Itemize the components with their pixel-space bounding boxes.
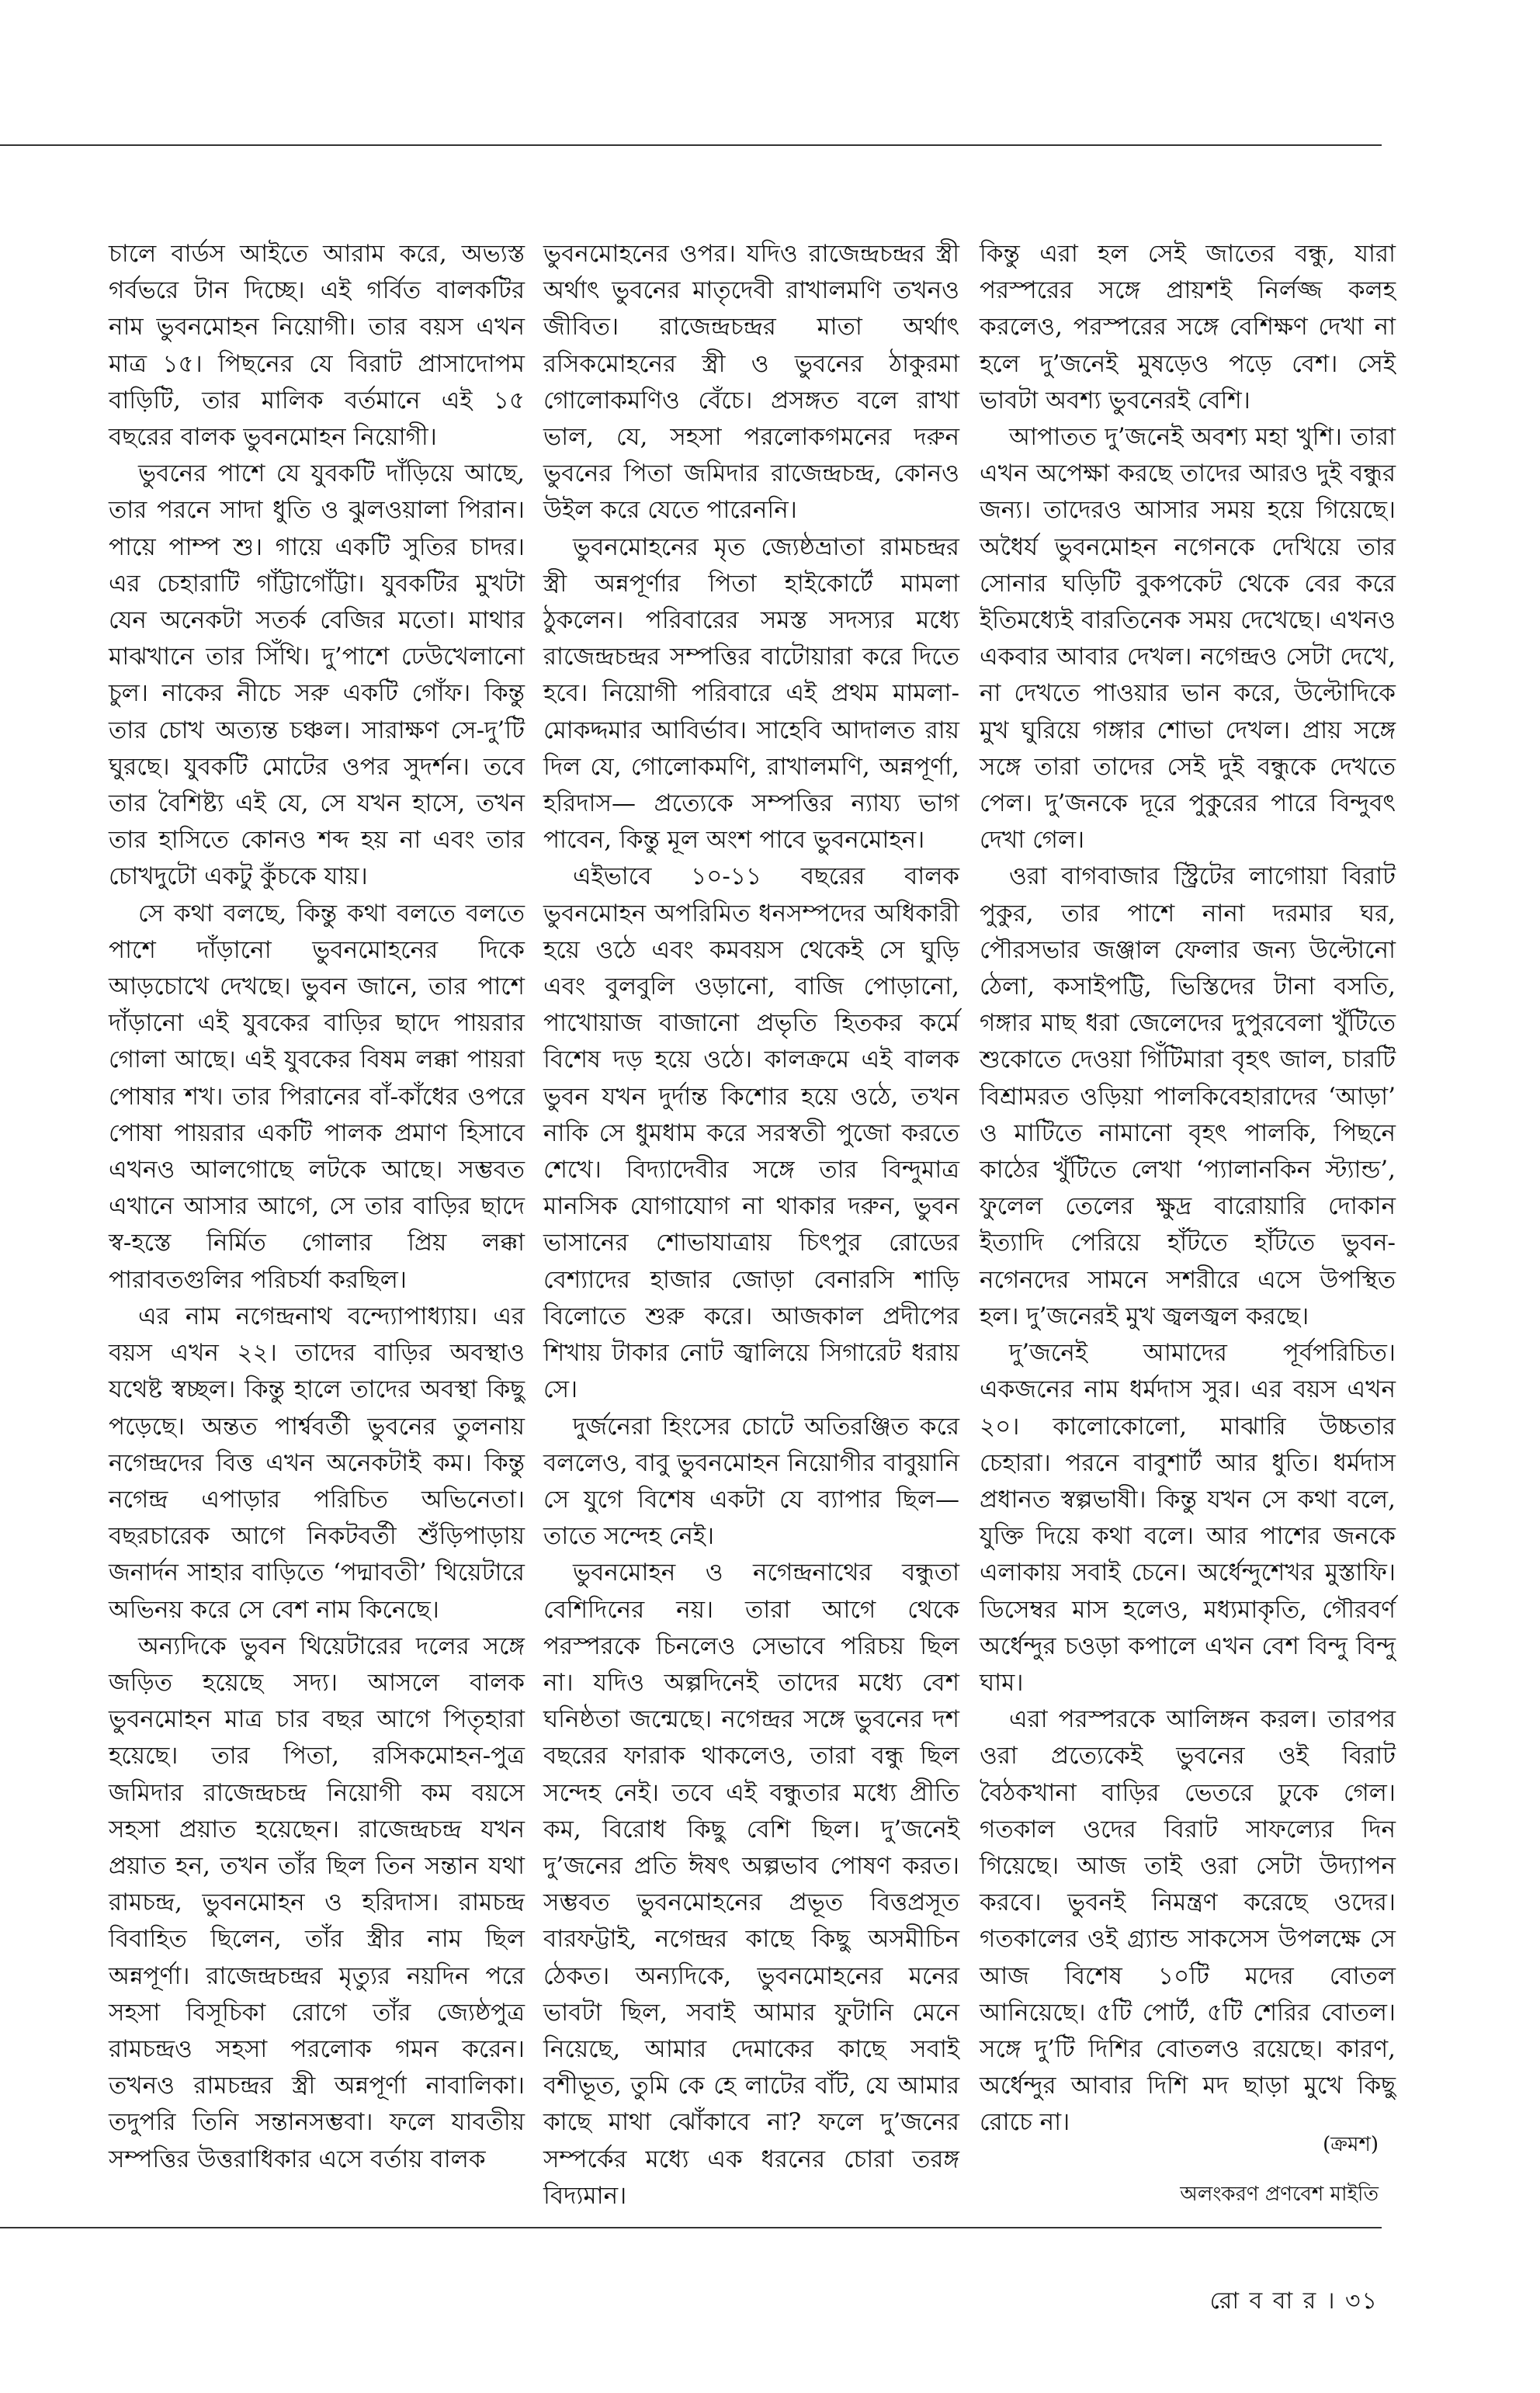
paragraph: ওরা বাগবাজার স্ট্রিটের লাগোয়া বিরাট পুকুর, তার পাশে নানা দরমার ঘর, পৌরসভার জঞ্জাল ফেলার জন্য উল্টোনো ঠেলা, কসাইপট্টি, ভিস্তিদের টানা বসতি, গঙ্গার মাছ ধরা জেলেদের দুপুরবেলা খুঁটিতে শুকোতে দেওয়া গিঁটিমারা বৃহৎ জাল, চারটি বিশ্রামরত ওড়িয়া পালকিবেহারাদের ‘আড়া’ ও মাটিতে নামানো বৃহৎ পালকি, পিছনে কাঠের খুঁটিতে লেখা ‘প্যালানকিন স্ট্যান্ড’, ফুলেল তেলের ক্ষুদ্র বারোয়ারি দোকান ইত্যাদি পেরিয়ে হাঁটতে হাঁটতে ভুবন-নগেনদের সামনে সশরীরে এসে উপস্থিত হল। দু’জনেরই মুখ জ্বলজ্বল করছে। (980, 862, 1396, 1330)
paragraph: সে কথা বলছে, কিন্তু কথা বলতে বলতে পাশে দাঁড়ানো ভুবনমোহনের দিকে আড়চোখে দেখছে। ভুবন জানে, তার পাশে দাঁড়ানো এই যুবকের বাড়ির ছাদে পায়রার গোলা আছে। এই যুবকের বিষম লক্কা পায়রা পোষার শখ। তার পিরানের বাঁ-কাঁধের ওপরে পোষা পায়রার একটি পালক প্রমাণ হিসাবে এখনও আলগোছে লটকে আছে। সম্ভবত এখানে আসার আগে, সে তার বাড়ির ছাদে স্ব-হস্তে নির্মিত গোলার প্রিয় লক্কা পারাবতগুলির পরিচর্যা করছিল। (109, 899, 525, 1294)
paragraph: দুর্জনেরা হিংসের চোটে অতিরঞ্জিত করে বললেও, বাবু ভুবনমোহন নিয়োগীর বাবুয়ানি সে যুগে বিশেষ একটা যে ব্যাপার ছিল— তাতে সন্দেহ নেই। (543, 1412, 959, 1551)
column-3 (980, 236, 1396, 2142)
paragraph: চালে বার্ডস আইতে আরাম করে, অভ্যস্ত গর্বভরে টান দিচ্ছে। এই গর্বিত বালকটির নাম ভুবনমোহন নিয়োগী। তার বয়স এখন মাত্র ১৫। পিছনের যে বিরাট প্রাসাদোপম বাড়িটি, তার মালিক বর্তমানে এই ১৫ বছরের বালক ভুবনমোহন নিয়োগী। (109, 240, 525, 452)
paragraph: এইভাবে ১০-১১ বছরের বালক ভুবনমোহন অপরিমিত ধনসম্পদের অধিকারী হয়ে ওঠে এবং কমবয়স থেকেই সে ঘুড়ি এবং বুলবুলি ওড়ানো, বাজি পোড়ানো, পাখোয়াজ বাজানো প্রভৃতি হিতকর কর্মে বিশেষ দড় হয়ে ওঠে। কালক্রমে এই বালক ভুবন যখন দুর্দান্ত কিশোর হয়ে ওঠে, তখন নাকি সে ধুমধাম করে সরস্বতী পুজো করতে শেখে। বিদ্যাদেবীর সঙ্গে তার বিন্দুমাত্র মানসিক যোগাযোগ না থাকার দরুন, ভুবন ভাসানের শোভাযাত্রায় চিৎপুর রোডের বেশ্যাদের হাজার জোড়া বেনারসি শাড়ি বিলোতে শুরু করে। আজকাল প্রদীপের শিখায় টাকার নোট জ্বালিয়ে সিগারেট ধরায় সে। (543, 862, 959, 1404)
illustration-credit: অলংকরণ প্রণবেশ মাইতি (1180, 2183, 1379, 2206)
paragraph: দু’জনেই আমাদের পূর্বপরিচিত। একজনের নাম ধর্মদাস সুর। এর বয়স এখন ২০। কালোকোলো, মাঝারি উচ্চতার চেহারা। পরনে বাবুশার্ট আর ধুতি। ধর্মদাস প্রধানত স্বল্পভাষী। কিন্তু যখন সে কথা বলে, যুক্তি দিয়ে কথা বলে। আর পাশের জনকে এলাকায় সবাই চেনে। অর্ধেন্দুশেখর মুস্তাফি। ডিসেম্বর মাস হলেও, মধ্যমাকৃতি, গৌরবর্ণ অর্ধেন্দুর চওড়া কপালে এখন বেশ বিন্দু বিন্দু ঘাম। (980, 1339, 1396, 1697)
paragraph: অন্যদিকে ভুবন থিয়েটারের দলের সঙ্গে জড়িত হয়েছে সদ্য। আসলে বালক ভুবনমোহন মাত্র চার বছর আগে পিতৃহারা হয়েছে। তার পিতা, রসিকমোহন-পুত্র জমিদার রাজেন্দ্রচন্দ্র নিয়োগী কম বয়সে সহসা প্রয়াত হয়েছেন। রাজেন্দ্রচন্দ্র যখন প্রয়াত হন, তখন তাঁর ছিল তিন সন্তান যথা রামচন্দ্র, ভুবনমোহন ও হরিদাস। রামচন্দ্র বিবাহিত ছিলেন, তাঁর স্ত্রীর নাম ছিল অন্নপূর্ণা। রাজেন্দ্রচন্দ্রর মৃত্যুর নয়দিন পরে সহসা বিসূচিকা রোগে তাঁর জ্যেষ্ঠপুত্র রামচন্দ্রও সহসা পরলোক গমন করেন। তখনও রামচন্দ্রর স্ত্রী অন্নপূর্ণা নাবালিকা। তদুপরি তিনি সন্তানসম্ভবা। ফলে যাবতীয় সম্পত্তির উত্তরাধিকার এসে বর্তায় বালক (109, 1632, 525, 2173)
bottom-rule (0, 2227, 1382, 2228)
page-folio: রো ব বা র । ৩১ (1209, 2287, 1379, 2315)
continued-label: (ক্রমশ) (1323, 2133, 1379, 2156)
paragraph: ভুবনমোহন ও নগেন্দ্রনাথের বন্ধুতা বেশিদিনের নয়। তারা আগে থেকে পরস্পরকে চিনলেও সেভাবে পরিচয় ছিল না। যদিও অল্পদিনেই তাদের মধ্যে বেশ ঘনিষ্ঠতা জন্মেছে। নগেন্দ্রর সঙ্গে ভুবনের দশ বছরের ফারাক থাকলেও, তারা বন্ধু ছিল সন্দেহ নেই। তবে এই বন্ধুতার মধ্যে প্রীতি কম, বিরোধ কিছু বেশি ছিল। দু’জনেই দু’জনের প্রতি ঈষৎ অল্পভাব পোষণ করত। সম্ভবত ভুবনমোহনের প্রভূত বিত্তপ্রসূত বারফট্টাই, নগেন্দ্রর কাছে কিছু অসমীচিন ঠেকত। অন্যদিকে, ভুবনমোহনের মনের ভাবটা ছিল, সবাই আমার ফুটানি মেনে নিয়েছে, আমার দেমাকের কাছে সবাই বশীভূত, তুমি কে হে লাটের বাঁট, যে আমার কাছে মাথা ঝোঁকাবে না? ফলে দু’জনের সম্পর্কের মধ্যে এক ধরনের চোরা তরঙ্গ বিদ্যমান। (543, 1559, 959, 2210)
paragraph: এর নাম নগেন্দ্রনাথ বন্দ্যোপাধ্যায়। এর বয়স এখন ২২। তাদের বাড়ির অবস্থাও যথেষ্ট স্বচ্ছল। কিন্তু হালে তাদের অবস্থা কিছু পড়েছে। অন্তত পার্শ্ববর্তী ভুবনের তুলনায় নগেন্দ্রদের বিত্ত এখন অনেকটাই কম। কিন্তু নগেন্দ্র এপাড়ার পরিচিত অভিনেতা। বছরচারেক আগে নিকটবর্তী শুঁড়িপাড়ায় জনার্দন সাহার বাড়িতে ‘পদ্মাবতী’ থিয়েটারে অভিনয় করে সে বেশ নাম কিনেছে। (109, 1302, 525, 1624)
paragraph: ভুবনমোহনের মৃত জ্যেষ্ঠভ্রাতা রামচন্দ্রর স্ত্রী অন্নপূর্ণার পিতা হাইকোর্টে মামলা ঠুকলেন। পরিবারের সমস্ত সদস্যর মধ্যে রাজেন্দ্রচন্দ্রর সম্পত্তির বাটোয়ারা করে দিতে হবে। নিয়োগী পরিবারে এই প্রথম মামলা-মোকদ্দমার আবির্ভাব। সাহেবি আদালত রায় দিল যে, গোলোকমণি, রাখালমণি, অন্নপূর্ণা, হরিদাস— প্রত্যেকে সম্পত্তির ন্যায্য ভাগ পাবেন, কিন্তু মূল অংশ পাবে ভুবনমোহন। (543, 532, 959, 855)
paragraph: এরা পরস্পরকে আলিঙ্গন করল। তারপর ওরা প্রত্যেকেই ভুবনের ওই বিরাট বৈঠকখানা বাড়ির ভেতরে ঢুকে গেল। গতকাল ওদের বিরাট সাফল্যের দিন গিয়েছে। আজ তাই ওরা সেটা উদ্যাপন করবে। ভুবনই নিমন্ত্রণ করেছে ওদের। গতকালের ওই গ্র্যান্ড সাকসেস উপলক্ষে সে আজ বিশেষ ১০টি মদের বোতল আনিয়েছে। ৫টি পোর্ট, ৫টি শেরির বোতল। সঙ্গে দু’টি দিশির বোতলও রয়েছে। কারণ, অর্ধেন্দুর আবার দিশি মদ ছাড়া মুখে কিছু রোচে না। (980, 1705, 1396, 2137)
column-1 (109, 236, 525, 2178)
paragraph: ভুবনমোহনের ওপর। যদিও রাজেন্দ্রচন্দ্রর স্ত্রী অর্থাৎ ভুবনের মাতৃদেবী রাখালমণি তখনও জীবিত। রাজেন্দ্রচন্দ্রর মাতা অর্থাৎ রসিকমোহনের স্ত্রী ও ভুবনের ঠাকুরমা গোলোকমণিও বেঁচে। প্রসঙ্গত বলে রাখা ভাল, যে, সহসা পরলোকগমনের দরুন ভুবনের পিতা জমিদার রাজেন্দ্রচন্দ্র, কোনও উইল করে যেতে পারেননি। (543, 240, 959, 525)
top-rule (0, 144, 1382, 146)
paragraph: ভুবনের পাশে যে যুবকটি দাঁড়িয়ে আছে, তার পরনে সাদা ধুতি ও ঝুলওয়ালা পিরান। পায়ে পাম্প শু। গায়ে একটি সুতির চাদর। এর চেহারাটি গাঁট্টাগোঁট্টা। যুবকটির মুখটা যেন অনেকটা সতর্ক বেজির মতো। মাথার মাঝখানে তার সিঁথি। দু’পাশে ঢেউখেলানো চুল। নাকের নীচে সরু একটি গোঁফ। কিন্তু তার চোখ অত্যন্ত চঞ্চল। সারাক্ষণ সে-দু’টি ঘুরছে। যুবকটি মোটের ওপর সুদর্শন। তবে তার বৈশিষ্ট্য এই যে, সে যখন হাসে, তখন তার হাসিতে কোনও শব্দ হয় না এবং তার চোখদুটো একটু কুঁচকে যায়। (109, 460, 525, 891)
paragraph: কিন্তু এরা হল সেই জাতের বন্ধু, যারা পরস্পরের সঙ্গে প্রায়শই নির্লজ্জ কলহ করলেও, পরস্পরের সঙ্গে বেশিক্ষণ দেখা না হলে দু’জনেই মুষড়েও পড়ে বেশ। সেই ভাবটা অবশ্য ভুবনেরই বেশি। (980, 240, 1396, 414)
paragraph: আপাতত দু’জনেই অবশ্য মহা খুশি। তারা এখন অপেক্ষা করছে তাদের আরও দুই বন্ধুর জন্য। তাদেরও আসার সময় হয়ে গিয়েছে। অধৈর্য ভুবনমোহন নগেনকে দেখিয়ে তার সোনার ঘড়িটি বুকপকেট থেকে বের করে ইতিমধ্যেই বারতিনেক সময় দেখেছে। এখনও একবার আবার দেখল। নগেন্দ্রও সেটা দেখে, না দেখতে পাওয়ার ভান করে, উল্টোদিকে মুখ ঘুরিয়ে গঙ্গার শোভা দেখল। প্রায় সঙ্গে সঙ্গে তারা তাদের সেই দুই বন্ধুকে দেখতে পেল। দু’জনকে দূরে পুকুরের পারে বিন্দুবৎ দেখা গেল। (980, 423, 1396, 855)
column-2 (543, 236, 959, 2214)
